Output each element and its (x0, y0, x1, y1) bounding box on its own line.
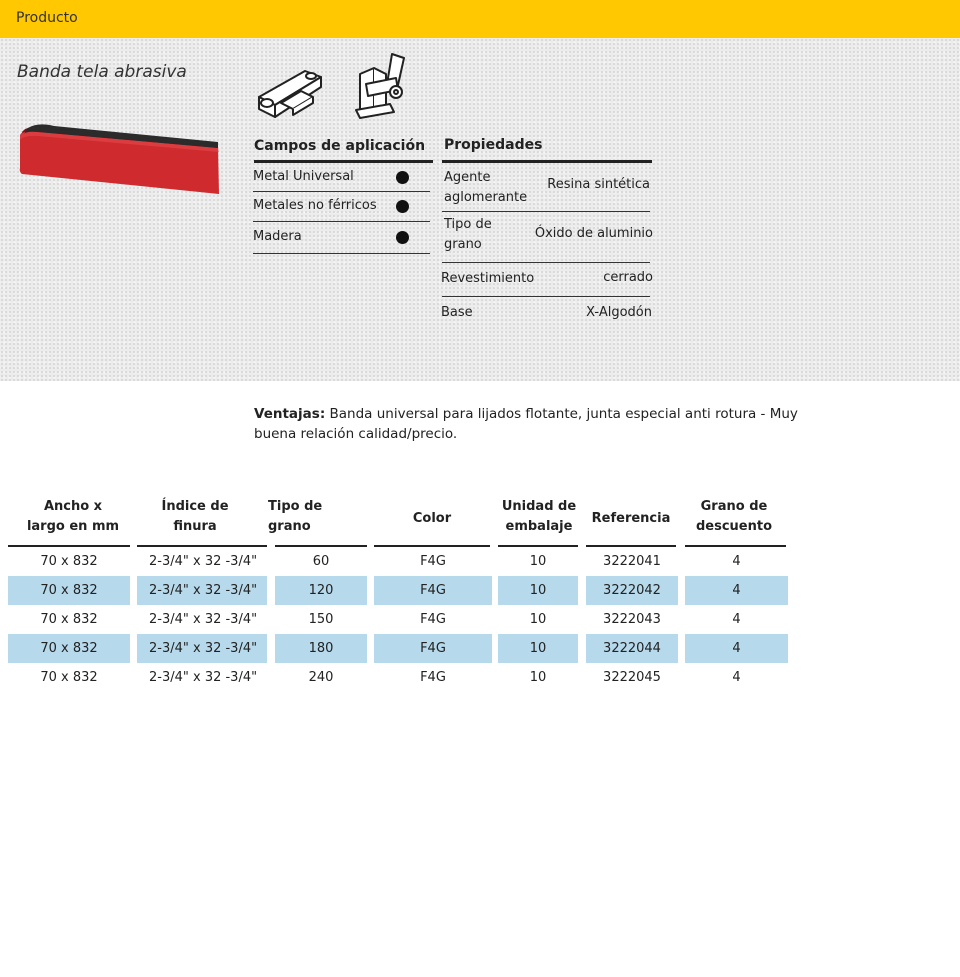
divider (253, 221, 430, 222)
table-cell: 2-3/4" x 32 -3/4" (149, 670, 258, 685)
table-header: Índice de finura (161, 499, 229, 534)
divider (253, 253, 430, 254)
table-cell: 10 (529, 670, 547, 685)
abrasive-belt-image (18, 122, 224, 198)
table-cell: F4G (374, 634, 492, 663)
table-cell: 2-3/4" x 32 -3/4" (137, 576, 267, 605)
divider (442, 211, 650, 212)
property-value: cerrado (603, 270, 653, 285)
product-hero (0, 38, 960, 381)
application-item-label: Madera (253, 229, 302, 244)
divider (442, 296, 650, 297)
application-title: Campos de aplicación (254, 138, 426, 154)
top-bar (0, 0, 960, 38)
property-label: Base (441, 305, 473, 320)
table-cell: F4G (374, 576, 492, 605)
table-cell: 120 (275, 576, 367, 605)
property-value: Óxido de aluminio (534, 226, 653, 241)
properties-title: Propiedades (444, 137, 543, 153)
table-cell: 3222043 (603, 612, 661, 627)
application-item-label: Metal Universal (253, 169, 354, 184)
advantages-text: Banda universal para lijados flotante, junta especial anti rotura - Muy buena relación calidad/precio. (254, 406, 798, 442)
table-cell: 150 (308, 612, 334, 627)
application-item-marker (396, 200, 409, 213)
table-cell: 180 (275, 634, 367, 663)
table-header: Referencia (591, 511, 671, 526)
product-title: Banda tela abrasiva (17, 62, 187, 82)
property-label: Tipo de grano (444, 217, 492, 252)
advantages-paragraph (254, 404, 824, 444)
table-cell: 3222041 (603, 554, 661, 569)
table-cell: F4G (420, 670, 446, 685)
table-cell: 3222042 (586, 576, 678, 605)
table-header: Unidad de embalaje (501, 499, 577, 534)
table-header: Ancho x largo en mm (26, 499, 120, 534)
property-value: Resina sintética (547, 177, 650, 192)
table-cell: 4 (685, 576, 788, 605)
belt-grinder-icon (253, 63, 325, 125)
divider (253, 191, 430, 192)
property-label: Revestimiento (441, 271, 535, 286)
table-cell: 70 x 832 (8, 576, 130, 605)
table-cell: 4 (732, 612, 741, 627)
table-cell: F4G (420, 554, 446, 569)
application-item-marker (396, 231, 409, 244)
table-cell: 70 x 832 (40, 554, 98, 569)
table-cell: 10 (529, 554, 547, 569)
table-cell: 240 (308, 670, 334, 685)
table-cell: 10 (498, 634, 578, 663)
table-cell: 4 (732, 554, 741, 569)
table-cell: 3222044 (586, 634, 678, 663)
advantages-label: Ventajas: (254, 406, 326, 422)
property-label: Agente aglomerante (444, 170, 528, 205)
divider (442, 262, 650, 263)
table-cell: 70 x 832 (8, 634, 130, 663)
application-title-rule (254, 160, 433, 163)
header-label: Producto (16, 10, 78, 26)
table-cell: 4 (732, 670, 741, 685)
table-header: Tipo de grano (268, 499, 323, 534)
table-cell: 10 (529, 612, 547, 627)
table-header: Color (412, 511, 452, 526)
table-cell: F4G (420, 612, 446, 627)
properties-title-rule (442, 160, 652, 163)
table-cell: 2-3/4" x 32 -3/4" (137, 634, 267, 663)
table-cell: 4 (685, 634, 788, 663)
table-cell: 60 (312, 554, 330, 569)
table-cell: 2-3/4" x 32 -3/4" (149, 612, 258, 627)
table-header: Grano de descuento (695, 499, 773, 534)
application-item-marker (396, 171, 409, 184)
table-cell: 70 x 832 (40, 612, 98, 627)
application-item-label: Metales no férricos (253, 198, 377, 213)
table-cell: 3222045 (603, 670, 661, 685)
table-cell: 70 x 832 (40, 670, 98, 685)
property-value: X-Algodón (586, 305, 652, 320)
table-cell: 2-3/4" x 32 -3/4" (149, 554, 258, 569)
belt-sander-icon (352, 50, 412, 120)
table-cell: 10 (498, 576, 578, 605)
